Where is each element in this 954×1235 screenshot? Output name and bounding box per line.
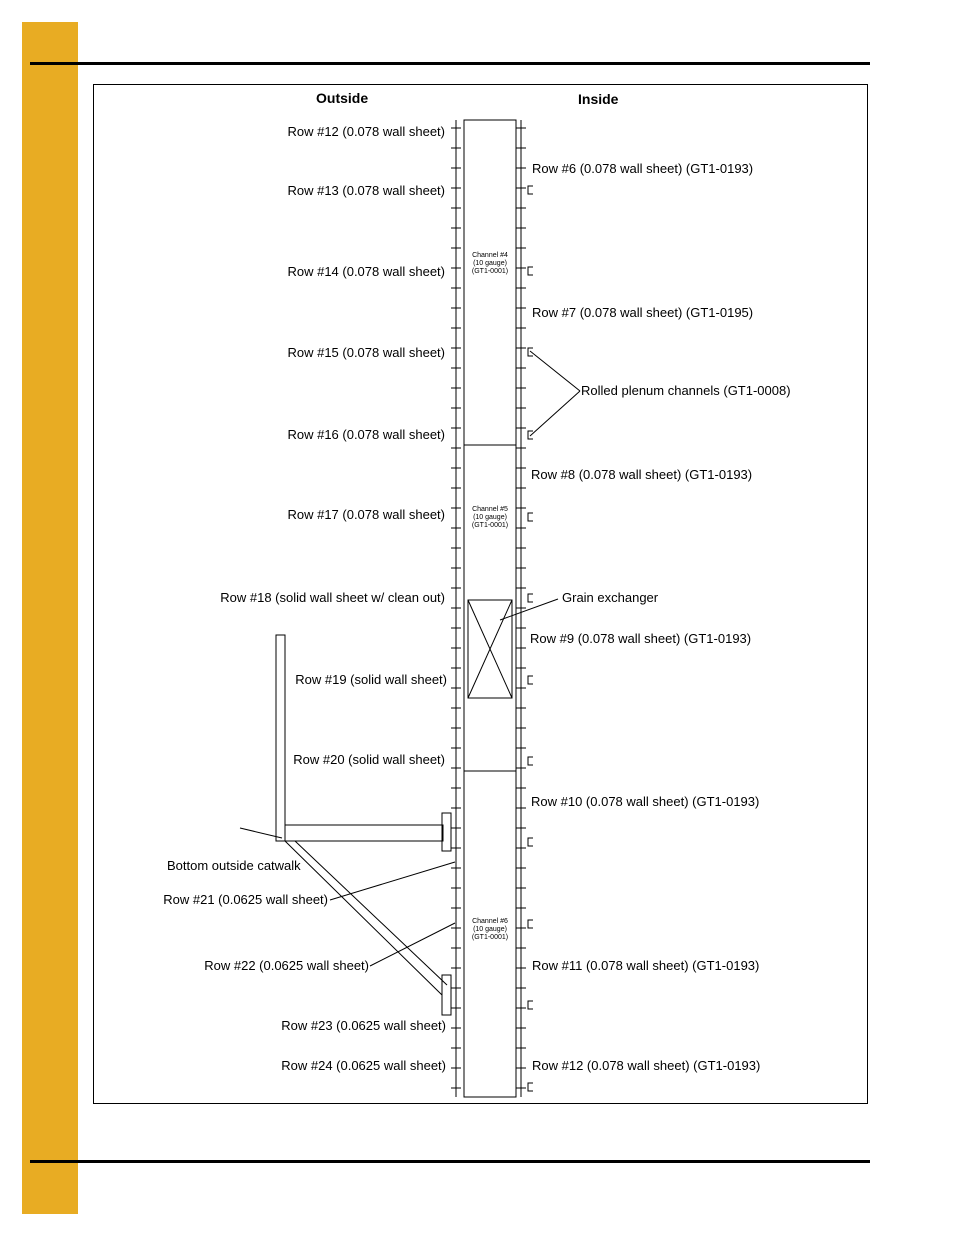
leader-line [530, 351, 580, 391]
catwalk-label: Bottom outside catwalk [167, 858, 301, 873]
catwalk-post [276, 635, 285, 841]
rolled-plenum-label: Rolled plenum channels (GT1-0008) [581, 383, 791, 398]
plenum-channel-clip [528, 920, 533, 928]
inside-row-label: Row #10 (0.078 wall sheet) (GT1-0193) [531, 794, 760, 809]
channel-label: Channel #4 (10 gauge) (GT1-0001) [471, 252, 509, 275]
inside-header: Inside [578, 91, 619, 107]
leader-line [330, 862, 455, 900]
outside-header: Outside [316, 90, 369, 106]
plenum-channel-clip [528, 1001, 533, 1009]
channel-label: Channel #6 (10 gauge) (GT1-0001) [471, 918, 509, 941]
outside-row-label: Row #14 (0.078 wall sheet) [287, 264, 445, 279]
outside-row-label: Row #18 (solid wall sheet w/ clean out) [220, 590, 445, 605]
plenum-channel-clip [528, 1083, 533, 1091]
outside-row-label: Row #23 (0.0625 wall sheet) [281, 1018, 446, 1033]
outside-row-label: Row #15 (0.078 wall sheet) [287, 345, 445, 360]
inside-row-label: Row #9 (0.078 wall sheet) (GT1-0193) [530, 631, 752, 646]
leader-line [530, 391, 580, 436]
inside-row-label: Row #8 (0.078 wall sheet) (GT1-0193) [531, 467, 753, 482]
plenum-channel-clip [528, 676, 533, 684]
inside-row-label: Row #7 (0.078 wall sheet) (GT1-0195) [532, 305, 754, 320]
plenum-channel-clip [528, 594, 533, 602]
outside-row-label: Row #13 (0.078 wall sheet) [287, 183, 445, 198]
plenum-channel-clip [528, 838, 533, 846]
inside-row-label: Row #6 (0.078 wall sheet) (GT1-0193) [532, 161, 754, 176]
grain-exchanger-label: Grain exchanger [562, 590, 659, 605]
plenum-channel-clip [528, 757, 533, 765]
outside-row-label: Row #20 (solid wall sheet) [293, 752, 445, 767]
leader-line [370, 923, 455, 966]
plenum-channel-clip [528, 186, 533, 194]
plenum-channel-clip [528, 267, 533, 275]
outside-row-label: Row #24 (0.0625 wall sheet) [281, 1058, 446, 1073]
inside-row-label: Row #12 (0.078 wall sheet) (GT1-0193) [532, 1058, 761, 1073]
channel-label: Channel #5 (10 gauge) (GT1-0001) [471, 506, 509, 529]
outside-row-label: Row #16 (0.078 wall sheet) [287, 427, 445, 442]
outside-row-label: Row #17 (0.078 wall sheet) [287, 507, 445, 522]
outside-row-label: Row #19 (solid wall sheet) [295, 672, 447, 687]
outside-row-label: Row #22 (0.0625 wall sheet) [204, 958, 369, 973]
catwalk-platform [285, 825, 443, 841]
outside-row-label: Row #12 (0.078 wall sheet) [287, 124, 445, 139]
inside-row-label: Row #11 (0.078 wall sheet) (GT1-0193) [532, 958, 760, 973]
outside-row-label: Row #21 (0.0625 wall sheet) [163, 892, 328, 907]
plenum-channel-clip [528, 513, 533, 521]
